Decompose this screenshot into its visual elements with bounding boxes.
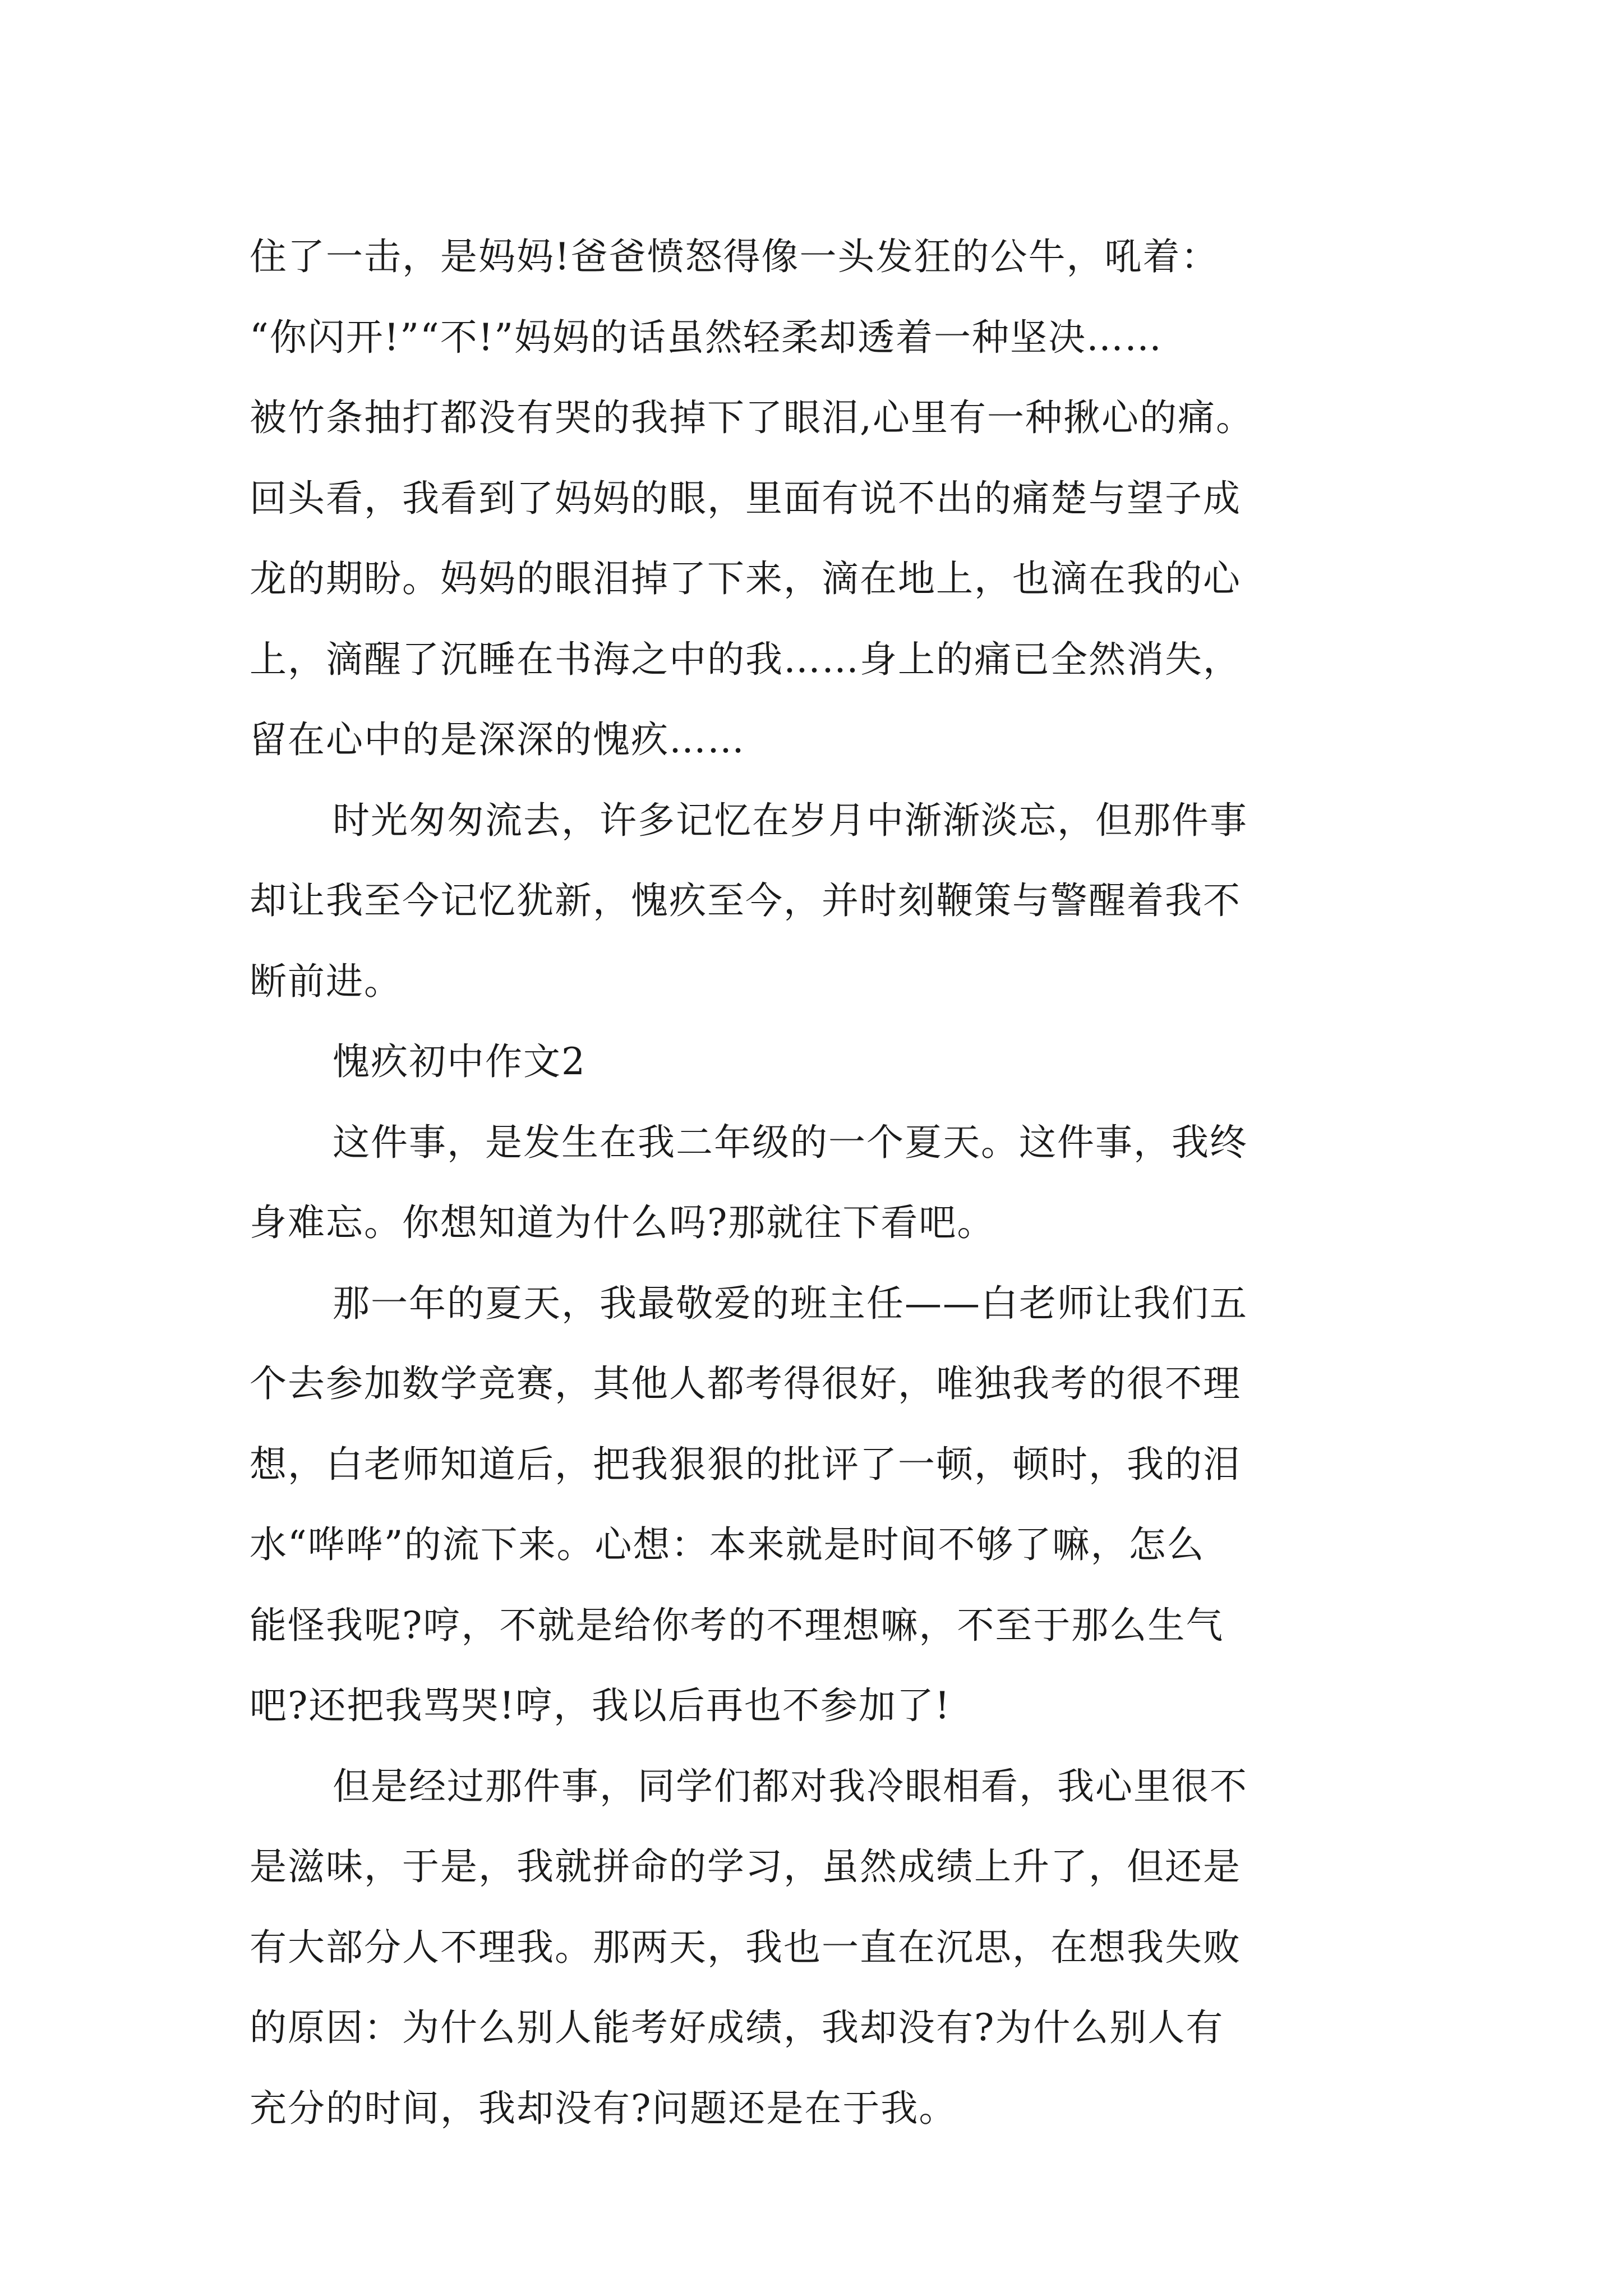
text-line: 龙的期盼。妈妈的眼泪掉了下来，滴在地上，也滴在我的心 [250,557,1241,600]
text-line: 个去参加数学竞赛，其他人都考得很好，唯独我考的很不理 [250,1362,1241,1405]
text-line: 能怪我呢?哼，不就是给你考的不理想嘛，不至于那么生气 [250,1603,1224,1647]
text-line: 愧疚初中作文2 [333,1040,586,1083]
text-line: 那一年的夏天，我最敬爱的班主任——白老师让我们五 [333,1281,1248,1325]
text-line: 吧?还把我骂哭!哼，我以后再也不参加了! [250,1684,951,1727]
text-line: 回头看，我看到了妈妈的眼，里面有说不出的痛楚与望子成 [250,476,1241,520]
text-line: 是滋味，于是，我就拼命的学习，虽然成绩上升了，但还是 [250,1845,1241,1888]
text-line: “你闪开!”“不!”妈妈的话虽然轻柔却透着一种坚决…… [250,315,1163,359]
text-line: 的原因：为什么别人能考好成绩，我却没有?为什么别人有 [250,2006,1224,2049]
text-line: 充分的时间，我却没有?问题还是在于我。 [250,2086,957,2130]
text-line: 住了一击，是妈妈!爸爸愤怒得像一头发狂的公牛，吼着： [250,235,1219,278]
text-line: 想，白老师知道后，把我狠狠的批评了一顿，顿时，我的泪 [250,1442,1241,1486]
text-line: 时光匆匆流去，许多记忆在岁月中渐渐淡忘，但那件事 [333,798,1248,842]
text-line: 有大部分人不理我。那两天，我也一直在沉思，在想我失败 [250,1925,1241,1969]
text-line: 这件事，是发生在我二年级的一个夏天。这件事，我终 [333,1120,1248,1164]
text-line: 留在心中的是深深的愧疚…… [250,718,745,761]
text-line: 断前进。 [250,959,402,1003]
text-line: 却让我至今记忆犹新，愧疚至今，并时刻鞭策与警醒着我不 [250,879,1241,922]
document-body [250,217,1433,2148]
text-line: 身难忘。你想知道为什么吗?那就往下看吧。 [250,1201,995,1244]
text-line: 水“哗哗”的流下来。心想：本来就是时间不够了嘛，怎么 [250,1523,1205,1566]
text-line: 上，滴醒了沉睡在书海之中的我……身上的痛已全然消失， [250,637,1241,681]
text-line: 但是经过那件事，同学们都对我冷眼相看，我心里很不 [333,1764,1248,1808]
text-line: 被竹条抽打都没有哭的我掉下了眼泪,心里有一种揪心的痛。 [250,396,1254,439]
